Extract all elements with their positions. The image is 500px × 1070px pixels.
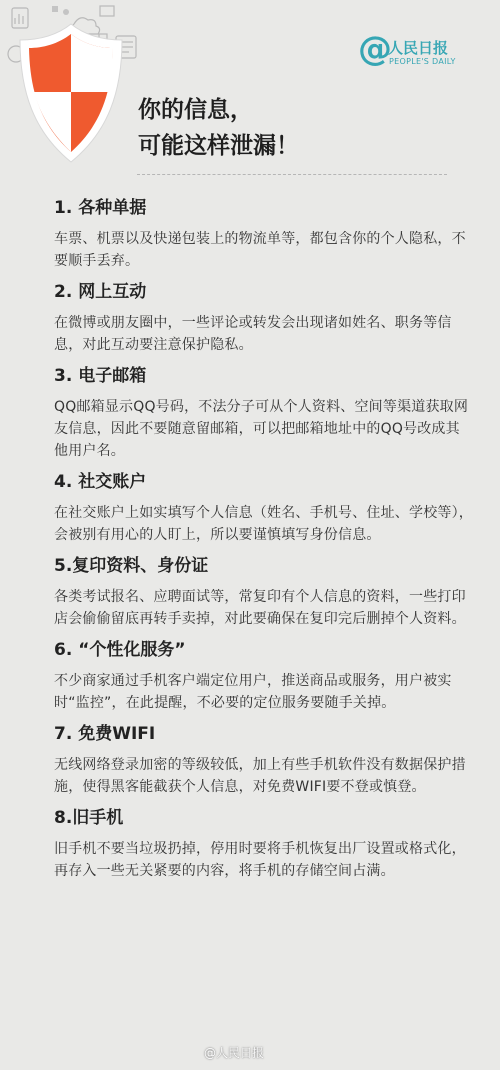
tip-title: 6. “个性化服务” <box>54 640 186 660</box>
tip-body: 在微博或朋友圈中，一些评论或转发会出现诸如姓名、职务等信息，对此互动要注意保护隐私。 <box>54 315 452 353</box>
tip-section <box>54 638 474 714</box>
tip-title: 3. 电子邮箱 <box>54 366 147 386</box>
tip-title: 1. 各种单据 <box>54 198 147 218</box>
tip-body: 无线网络登录加密的等级较低，加上有些手机软件没有数据保护措施，使得黑客能截获个人信息，对免费WIFI要不登或慎登。 <box>54 757 466 795</box>
tip-section <box>54 364 474 462</box>
tip-title: 7. 免费WIFI <box>54 724 156 744</box>
tip-title: 2. 网上互动 <box>54 282 147 302</box>
tip-title: 5.复印资料、身份证 <box>54 556 209 576</box>
weibo-watermark: @人民日报 <box>204 1046 265 1060</box>
header <box>0 0 500 180</box>
security-shield-icon <box>4 2 139 172</box>
logo-at-symbol: @ <box>358 29 392 69</box>
tip-title: 8.旧手机 <box>54 808 124 828</box>
tip-body: QQ邮箱显示QQ号码，不法分子可从个人资料、空间等渠道获取网友信息，因此不要随意留邮箱，可以把邮箱地址中的QQ号改成其他用户名。 <box>54 399 469 459</box>
peoples-daily-logo <box>358 29 468 70</box>
tip-title: 4. 社交账户 <box>54 472 147 492</box>
logo-name-cn: 人民日报 <box>388 39 449 57</box>
tip-body: 在社交账户上如实填写个人信息（姓名、手机号、住址、学校等），会被别有用心的人盯上，所以要谨慎填写身份信息。 <box>54 505 473 543</box>
page-title <box>138 92 299 164</box>
tip-section <box>54 554 474 630</box>
tip-section <box>54 722 474 798</box>
tip-body: 各类考试报名、应聘面试等，常复印有个人信息的资料，一些打印店会偷偷留底再转手卖掉，对此要确保在复印完后删掉个人资料。 <box>54 589 466 627</box>
title-line-2: 可能这样泄漏！ <box>138 133 299 159</box>
tip-section <box>54 196 474 272</box>
title-divider <box>137 174 447 175</box>
tip-body: 旧手机不要当垃圾扔掉，停用时要将手机恢复出厂设置或格式化，再存入一些无关紧要的内容，将手机的存储空间占满。 <box>54 841 466 879</box>
tip-section <box>54 806 474 882</box>
tip-body: 车票、机票以及快递包装上的物流单等，都包含你的个人隐私，不要顺手丢弃。 <box>54 231 466 269</box>
tip-body: 不少商家通过手机客户端定位用户，推送商品或服务，用户被实时“监控”，在此提醒，不必要的定位服务要随手关掉。 <box>54 673 452 711</box>
title-line-1: 你的信息， <box>138 97 253 123</box>
tips-list <box>54 196 474 890</box>
logo-name-en: PEOPLE'S DAILY <box>389 57 456 66</box>
tip-section <box>54 280 474 356</box>
tip-section <box>54 470 474 546</box>
